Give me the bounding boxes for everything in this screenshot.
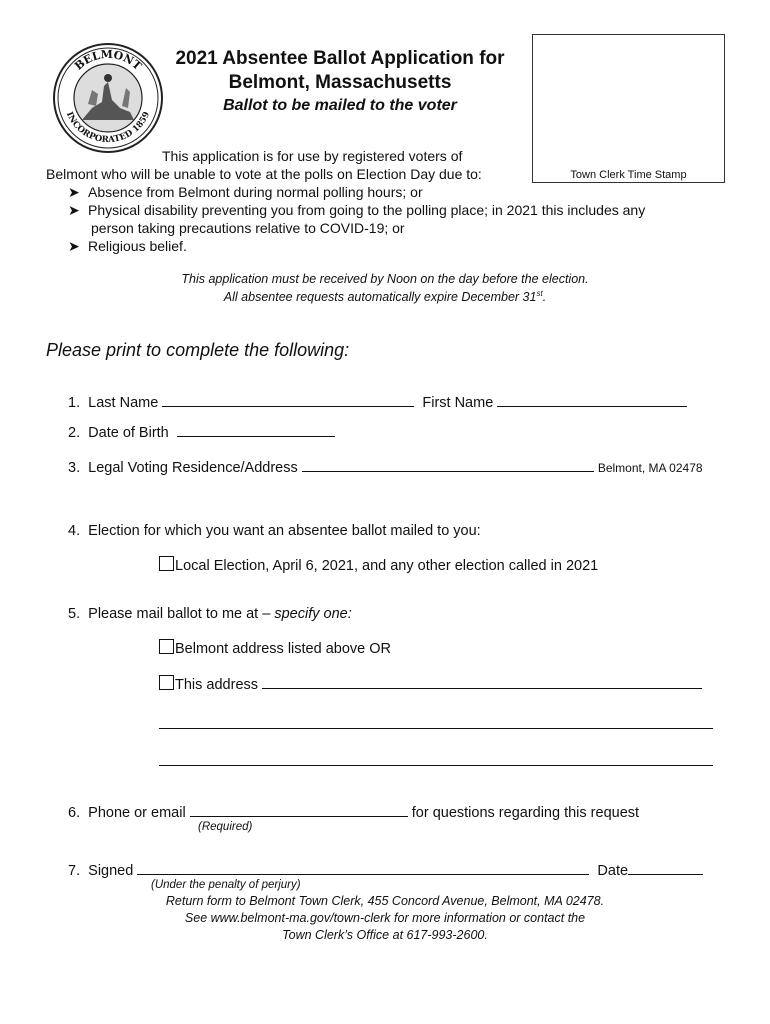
signed-label: Signed bbox=[88, 863, 134, 879]
form-title-line-2: Belmont, Massachusetts bbox=[228, 72, 452, 93]
arrow-bullet-icon: ➤ bbox=[68, 202, 80, 218]
intro-line-2: Belmont who will be unable to vote at the polls on Election Day due to: bbox=[46, 166, 482, 182]
date-of-birth-field[interactable] bbox=[177, 423, 335, 437]
date-of-birth-label: Date of Birth bbox=[88, 425, 169, 441]
mail-ballot-question: 5. Please mail ballot to me at – specify one: bbox=[68, 606, 352, 622]
residence-label: Legal Voting Residence/Address bbox=[88, 460, 298, 476]
date-label: Date bbox=[597, 863, 629, 879]
footer-line-1: Return form to Belmont Town Clerk, 455 Concord Avenue, Belmont, MA 02478. bbox=[165, 894, 605, 908]
this-address-field[interactable] bbox=[262, 675, 702, 689]
last-first-name-row: 1. Last Name First Name bbox=[68, 393, 687, 411]
time-stamp-label: Town Clerk Time Stamp bbox=[570, 169, 687, 181]
address-line-3[interactable] bbox=[159, 765, 713, 766]
intro-line-1: This application is for use by registered voters of bbox=[162, 148, 463, 164]
reason-item-continuation: person taking precautions relative to COVID-19; or bbox=[91, 220, 405, 236]
residence-suffix: Belmont, MA 02478 bbox=[597, 461, 703, 475]
signature-field[interactable] bbox=[137, 861, 589, 875]
form-section-heading: Please print to complete the following: bbox=[46, 340, 350, 360]
reason-item: ➤ Absence from Belmont during normal polling hours; or bbox=[68, 184, 423, 200]
notice-line-1: This application must be received by Noon on the day before the election. bbox=[181, 272, 589, 286]
date-of-birth-row: 2. Date of Birth bbox=[68, 423, 335, 441]
footer-line-3: Town Clerk’s Office at 617-993-2600. bbox=[282, 928, 488, 942]
arrow-bullet-icon: ➤ bbox=[68, 184, 80, 200]
form-subtitle: Ballot to be mailed to the voter bbox=[223, 97, 457, 114]
form-title-line-1: 2021 Absentee Ballot Application for bbox=[175, 48, 505, 69]
phone-required-note: (Required) bbox=[198, 821, 253, 833]
first-name-label: First Name bbox=[422, 395, 494, 411]
election-question: 4. Election for which you want an absentee ballot mailed to you: bbox=[68, 523, 481, 539]
notice-line-2: All absentee requests automatically expire December 31st. bbox=[223, 289, 547, 305]
address-line-2[interactable] bbox=[159, 728, 713, 729]
time-stamp-box bbox=[532, 34, 725, 183]
perjury-note: (Under the penalty of perjury) bbox=[151, 879, 301, 891]
phone-label: Phone or email bbox=[88, 805, 186, 821]
this-address-checkbox[interactable] bbox=[159, 675, 174, 690]
belmont-address-checkbox[interactable] bbox=[159, 639, 174, 654]
footer-line-2: See www.belmont-ma.gov/town-clerk for more information or contact the bbox=[184, 911, 586, 925]
svg-text:BELMONT: BELMONT bbox=[72, 47, 144, 73]
svg-text:INCORPORATED 1859: INCORPORATED 1859 bbox=[63, 110, 153, 146]
last-name-label: Last Name bbox=[88, 395, 159, 411]
phone-email-field[interactable] bbox=[190, 803, 408, 817]
residence-field[interactable] bbox=[302, 458, 594, 472]
first-name-field[interactable] bbox=[497, 393, 687, 407]
mail-option-this-address[interactable]: This address bbox=[159, 675, 702, 693]
last-name-field[interactable] bbox=[162, 393, 414, 407]
reason-item: ➤ Physical disability preventing you from going to the polling place; in 2021 this includes any bbox=[68, 202, 646, 218]
residence-row: 3. Legal Voting Residence/Address Belmont, MA 02478 bbox=[68, 460, 703, 476]
signature-row: 7. Signed Date bbox=[68, 861, 703, 879]
election-checkbox[interactable] bbox=[159, 556, 174, 571]
date-field[interactable] bbox=[628, 861, 703, 875]
phone-email-row: 6. Phone or email for questions regarding this request bbox=[68, 805, 640, 821]
arrow-bullet-icon: ➤ bbox=[68, 238, 80, 254]
reason-item: ➤ Religious belief. bbox=[68, 238, 187, 254]
mail-option-belmont-address[interactable]: Belmont address listed above OR bbox=[159, 639, 391, 657]
election-option[interactable]: Local Election, April 6, 2021, and any other election called in 2021 bbox=[159, 556, 598, 574]
